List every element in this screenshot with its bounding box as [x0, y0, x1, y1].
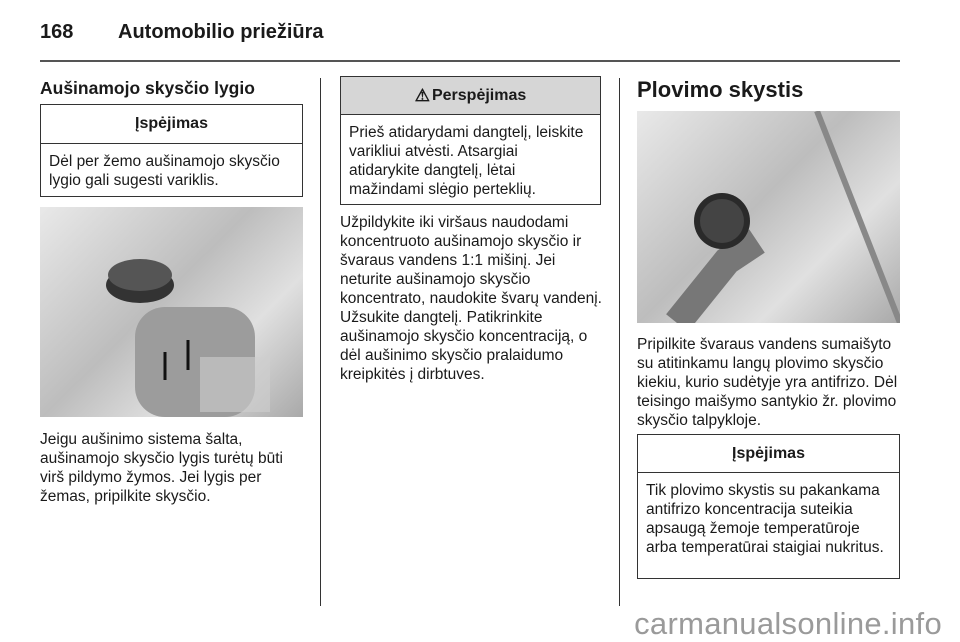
watermark: carmanualsonline.info — [634, 606, 942, 641]
warning-box — [340, 76, 601, 205]
column-divider — [619, 78, 620, 606]
page-number: 168 — [40, 21, 74, 43]
coolant-cap-illustration — [40, 207, 303, 417]
notice-text: Tik plovimo skystis su pakankama antifrizo koncentracija suteikia apsaugą žemoje temperatūroje arba temperatūrai staigiai nukritus. — [646, 482, 884, 556]
warning-triangle-icon: ⚠ — [414, 85, 430, 105]
warning-text: Prieš atidarydami dangtelį, leiskite varikliui atvėsti. Atsargiai atidarykite dangtelį, lėtai mažindami slėgio perteklių. — [349, 124, 584, 198]
washer-paragraph: Pripilkite švaraus vandens sumaišyto su atitinkamu langų plovimo skysčio kiekiu, kurio sudėtyje yra antifrizo. Dėl teisingo maišymo santykio žr. plovimo skysčio talpykloje. — [637, 336, 898, 429]
washer-cap-illustration — [637, 111, 900, 323]
coolant-reservoir-photo — [40, 207, 303, 417]
notice-title: Įspėjimas — [638, 435, 899, 473]
header-rule — [40, 60, 900, 62]
washer-notice-box — [637, 434, 900, 579]
coolant-paragraph: Jeigu aušinimo sistema šalta, aušinamojo skysčio lygis turėtų būti virš pildymo žymos. Jei lygis per žemas, pripilkite skysčio. — [40, 431, 283, 505]
warning-title: Perspėjimas — [431, 86, 527, 104]
coolant-fill-paragraph: Užpildykite iki viršaus naudodami koncentruoto aušinamojo skysčio ir švaraus vandens 1:1 mišinį. Jei neturite aušinamojo skysčio koncentrato, naudokite švarų vandenį. Užsukite dangtelį. Patikrinkite aušinamojo skysčio koncentraciją, o dėl aušinimo skysčio pralaidumo kreipkitės į dirbtuves. — [340, 214, 602, 383]
washer-fluid-heading: Plovimo skystis — [637, 77, 804, 102]
column-divider — [320, 78, 321, 606]
warning-header — [341, 77, 600, 115]
notice-title: Įspėjimas — [41, 105, 302, 144]
coolant-notice-box — [40, 104, 303, 197]
notice-text: Dėl per žemo aušinamojo skysčio lygio gali sugesti variklis. — [49, 153, 280, 189]
washer-reservoir-photo — [637, 111, 900, 323]
coolant-heading: Aušinamojo skysčio lygio — [40, 78, 255, 98]
section-title: Automobilio priežiūra — [118, 21, 324, 43]
